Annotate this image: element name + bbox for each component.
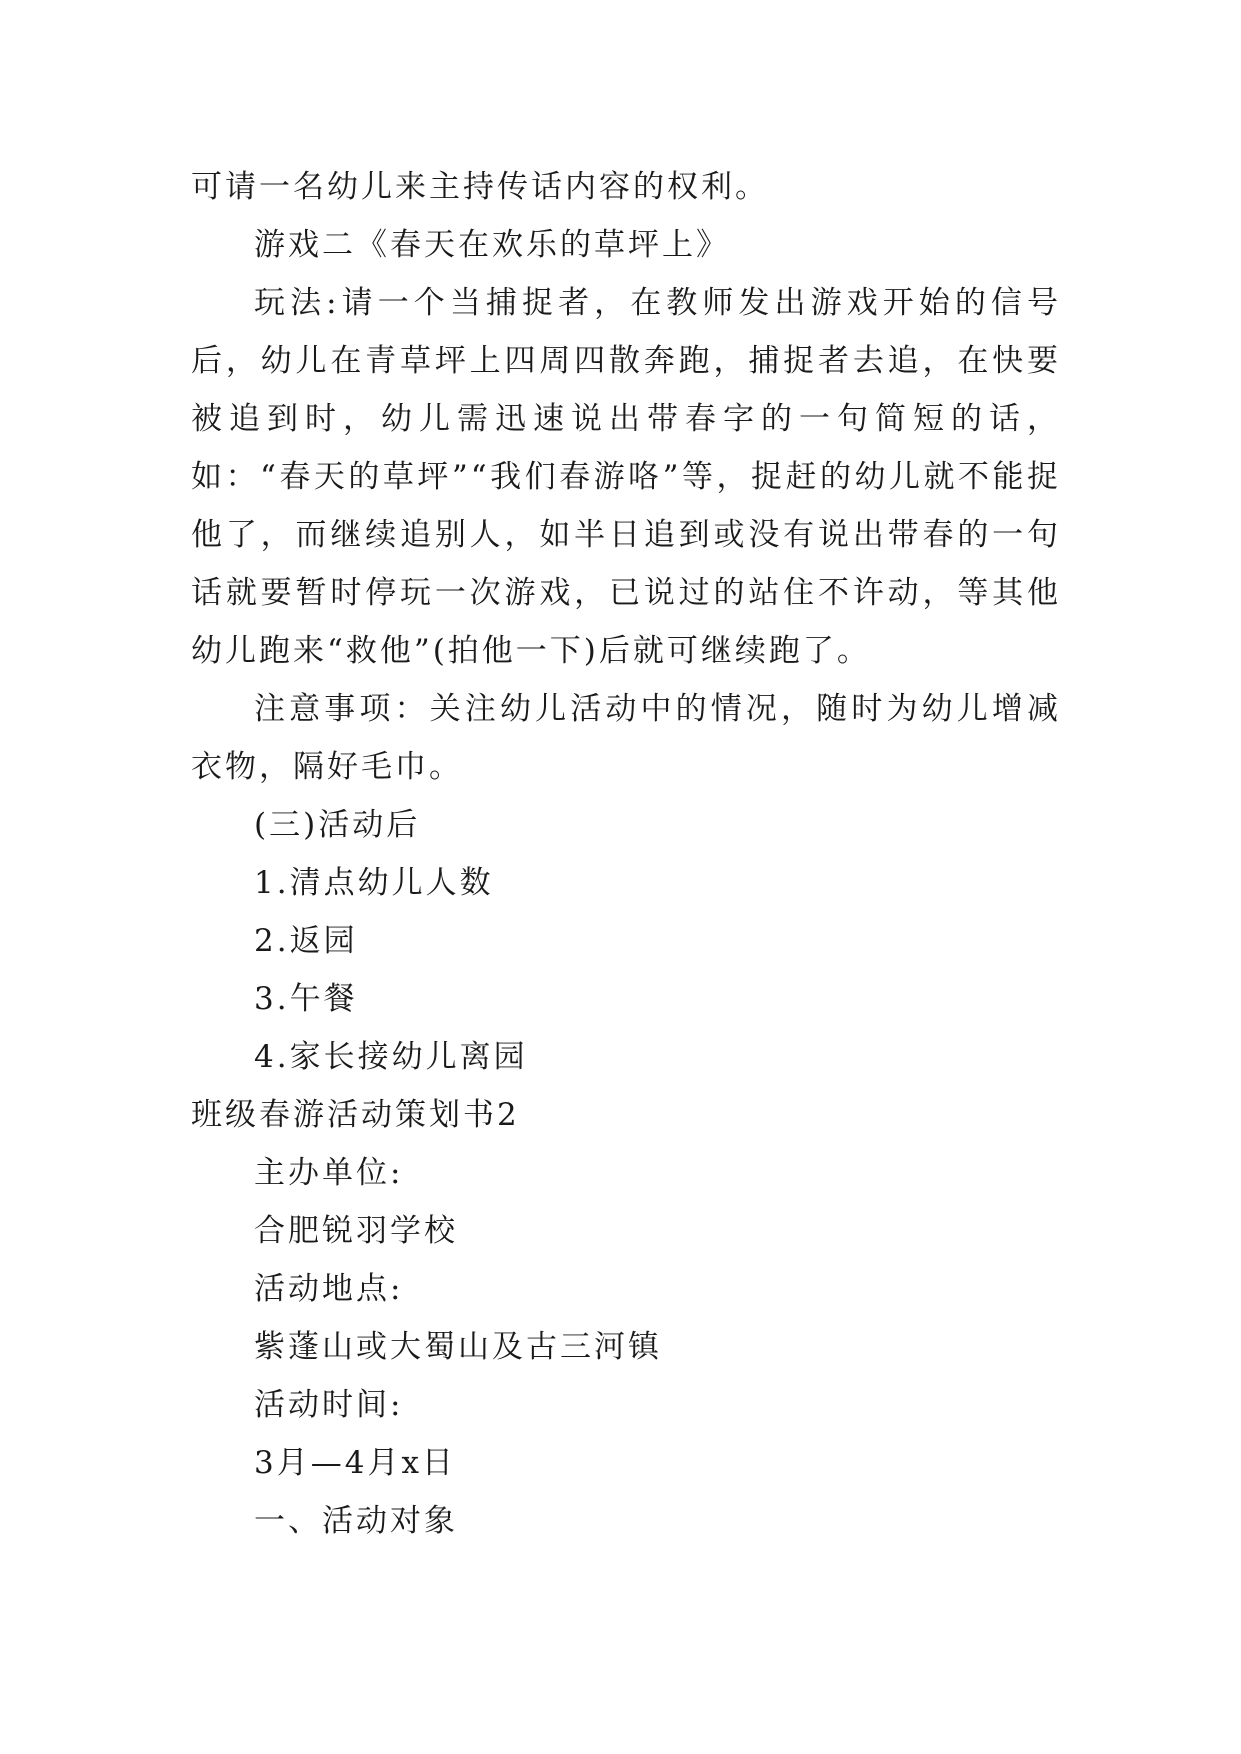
location-label: 活动地点:	[254, 1271, 404, 1307]
list-item: 2.返园	[254, 923, 358, 959]
organizer-label: 主办单位:	[254, 1155, 404, 1191]
document-body	[191, 158, 1061, 1550]
game-two-title: 游戏二《春天在欢乐的草坪上》	[254, 227, 730, 263]
document-heading: 班级春游活动策划书2	[191, 1097, 520, 1133]
list-item: 4.家长接幼儿离园	[254, 1039, 528, 1075]
game-rules-paragraph: 玩法:请一个当捕捉者，在教师发出游戏开始的信号后，幼儿在青草坪上四周四散奔跑，捕捉者去追，在快要被追到时，幼儿需迅速说出带春字的一句简短的话，如：“春天的草坪”“我们春游咯”等，捉赶的幼儿就不能捉他了，而继续追别人，如半日追到或没有说出带春的一句话就要暂时停玩一次游戏，已说过的站住不许动，等其他幼儿跑来“救他”(拍他一下)后就可继续跑了。	[191, 285, 1061, 669]
notes-paragraph: 注意事项：关注幼儿活动中的情况，随时为幼儿增减衣物，隔好毛巾。	[191, 691, 1061, 785]
location-value: 紫蓬山或大蜀山及古三河镇	[254, 1329, 662, 1365]
time-value: 3月—4月x日	[254, 1445, 456, 1481]
list-item: 1.清点幼儿人数	[254, 865, 494, 901]
section-after-activity: (三)活动后	[254, 807, 421, 843]
section-heading: 一、活动对象	[254, 1503, 458, 1539]
paragraph-continuation: 可请一名幼儿来主持传话内容的权利。	[191, 169, 769, 205]
time-label: 活动时间:	[254, 1387, 404, 1423]
list-item: 3.午餐	[254, 981, 358, 1017]
organizer-value: 合肥锐羽学校	[254, 1213, 458, 1249]
